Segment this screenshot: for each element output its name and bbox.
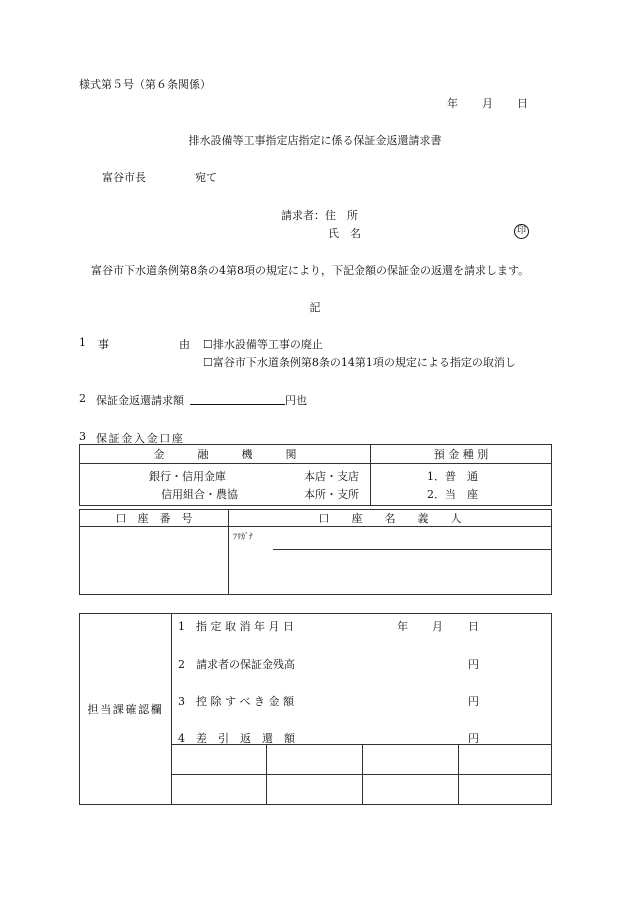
stamp-cell-1[interactable] (172, 745, 267, 775)
header-account-number: 口 座 番 号 (80, 510, 229, 527)
item1-option-revocation[interactable]: ☐富谷市下水道条例第8条の14第1項の規定による指定の取消し (203, 356, 516, 369)
row1-label: 1 指 定 取 消 年 月 日 (178, 620, 294, 633)
item2-suffix: 円也 (285, 394, 307, 407)
requester-name-label: 氏 名 (328, 227, 361, 240)
date-year: 年 (447, 97, 458, 110)
stamp-cell-5[interactable] (172, 775, 267, 805)
bank-type-2: 信用組合・農協 (161, 488, 238, 501)
deposit-type-cell[interactable] (371, 464, 552, 506)
header-institution: 金 融 機 関 (80, 445, 371, 464)
amount-underline[interactable] (190, 404, 285, 405)
institution-cell[interactable] (80, 464, 371, 506)
row2-unit: 円 (468, 658, 479, 671)
form-number: 様式第５号（第６条関係） (79, 78, 211, 91)
furigana-divider (273, 549, 551, 550)
confirmation-items (172, 614, 552, 745)
row3-label: 3 控 除 す べ き 金 額 (178, 695, 294, 708)
addressee-suffix: 宛て (195, 171, 217, 184)
stamp-cell-8[interactable] (459, 775, 552, 805)
row1-year: 年 (397, 620, 408, 633)
item1-label: 事 (98, 338, 109, 351)
item2-number: 2 (79, 392, 86, 405)
account-table (79, 509, 552, 595)
seal-mark: 印 (514, 224, 529, 239)
stamp-cell-6[interactable] (267, 775, 363, 805)
addressee-name: 富谷市長 (102, 171, 146, 184)
row1-month: 月 (432, 620, 443, 633)
bank-type-1: 銀行・信用金庫 (149, 470, 226, 483)
deposit-type-current: 2．当 座 (427, 488, 478, 501)
ki-heading: 記 (309, 301, 321, 314)
row4-label: 4 差 引 返 還 額 (178, 732, 295, 745)
header-account-holder: 口 座 名 義 人 (229, 510, 552, 527)
account-number-cell[interactable] (80, 527, 229, 595)
branch-type-2: 本所・支所 (304, 488, 359, 501)
stamp-cell-2[interactable] (267, 745, 363, 775)
row4-unit: 円 (468, 732, 479, 745)
date-month: 月 (482, 97, 493, 110)
header-deposit-type: 預 金 種 別 (371, 445, 552, 464)
stamp-cell-4[interactable] (459, 745, 552, 775)
body-text: 富谷市下水道条例第8条の4第8項の規定により，下記金額の保証金の返還を請求します。 (91, 264, 530, 277)
branch-type-1: 本店・支店 (304, 470, 359, 483)
confirmation-table (79, 613, 552, 805)
item1-option-abolition[interactable]: ☐排水設備等工事の廃止 (203, 338, 323, 351)
row2-label: 2 請求者の保証金残高 (178, 658, 295, 671)
furigana-label: ﾌﾘｶﾞﾅ (233, 532, 253, 541)
deposit-type-ordinary: 1．普 通 (427, 470, 478, 483)
date-day: 日 (517, 97, 528, 110)
row1-day: 日 (468, 620, 479, 633)
item1-label2: 由 (179, 338, 190, 351)
item1-number: 1 (79, 336, 86, 349)
item3-number: 3 (79, 430, 86, 443)
item3-label: 保証金入金口座 (96, 432, 185, 445)
confirmation-label: 担当課確認欄 (80, 614, 172, 805)
requester-address-label: 請求者：住 所 (281, 209, 358, 222)
stamp-cell-3[interactable] (363, 745, 459, 775)
stamp-cell-7[interactable] (363, 775, 459, 805)
row3-unit: 円 (468, 695, 479, 708)
account-holder-cell[interactable] (229, 527, 552, 595)
item2-label: 保証金返還請求額 (96, 394, 184, 407)
document-title: 排水設備等工事指定店指定に係る保証金返還請求書 (188, 134, 442, 147)
bank-institution-table (79, 444, 552, 506)
